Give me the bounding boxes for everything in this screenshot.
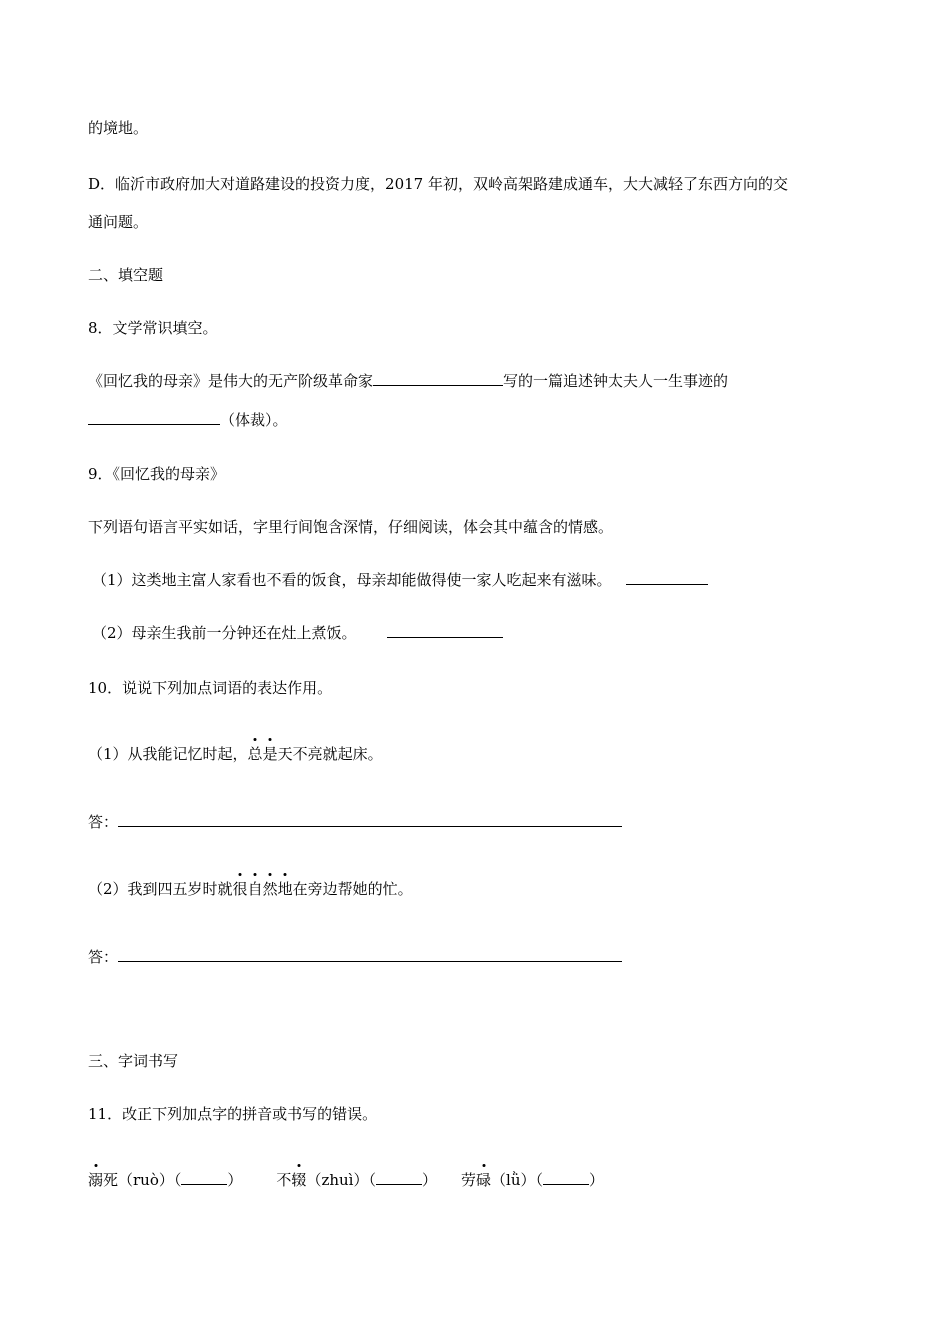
genre-blank[interactable] xyxy=(88,410,220,425)
q10-item2-text-b: 在旁边帮她的忙。 xyxy=(292,880,413,898)
q11-word2-prefix: 不 xyxy=(276,1171,292,1189)
dotted-char: 碌 xyxy=(476,1171,492,1189)
question-10-answer2 xyxy=(88,947,622,967)
dotted-char: 很 xyxy=(232,880,248,898)
question-9-item2 xyxy=(92,623,503,643)
question-11-items xyxy=(88,1170,604,1190)
section-title-word-writing: 三、字词书写 xyxy=(88,1052,179,1070)
q9-item2-text: （2）母亲生我前一分钟还在灶上煮饭。 xyxy=(92,624,357,642)
q11-word1-blank[interactable] xyxy=(181,1170,227,1185)
close-paren: ） xyxy=(588,1171,604,1189)
question-8-line2 xyxy=(88,410,288,430)
q9-item1-blank[interactable] xyxy=(626,570,708,585)
dotted-char: 溺 xyxy=(88,1171,104,1189)
q11-word2-blank[interactable] xyxy=(376,1170,422,1185)
q9-item1-text: （1）这类地主富人家看也不看的饭食，母亲却能做得使一家人吃起来有滋味。 xyxy=(92,571,612,589)
q11-word1-text: 死（ruò）（ xyxy=(103,1171,182,1189)
question-9-title: 9．《回忆我的母亲》 xyxy=(88,465,226,483)
question-9-item1 xyxy=(92,570,708,590)
dotted-char: 自 xyxy=(247,880,263,898)
q10-item1-text-b: 天不亮就起床。 xyxy=(277,745,383,763)
dotted-char: 辍 xyxy=(291,1171,307,1189)
dotted-char: 总 xyxy=(247,745,263,763)
q11-word3-text: （lǜ）（ xyxy=(491,1171,543,1189)
q9-item2-blank[interactable] xyxy=(387,623,503,638)
q8-text-c: （体裁）。 xyxy=(220,411,288,429)
question-8-title: 8．文学常识填空。 xyxy=(88,319,218,337)
dotted-char: 地 xyxy=(277,880,293,898)
q11-word3-blank[interactable] xyxy=(543,1170,589,1185)
question-10-item2 xyxy=(88,879,413,899)
question-8-line1 xyxy=(88,371,728,391)
q10-item1-text-a: （1）从我能记忆时起， xyxy=(88,745,248,763)
author-blank[interactable] xyxy=(373,371,503,386)
q8-text-a: 《回忆我的母亲》是伟大的无产阶级革命家 xyxy=(88,372,374,390)
answer-label: 答： xyxy=(88,948,119,966)
close-paren: ） xyxy=(421,1171,437,1189)
answer1-blank[interactable] xyxy=(118,812,622,827)
dotted-char: 是 xyxy=(262,745,278,763)
option-d-line2: 通问题。 xyxy=(88,213,149,231)
question-10-title: 10．说说下列加点词语的表达作用。 xyxy=(88,679,333,697)
q11-word3-prefix: 劳 xyxy=(460,1171,476,1189)
option-d-line1: D．临沂市政府加大对道路建设的投资力度，2017 年初，双岭高架路建成通车，大大减轻了东西方向的交 xyxy=(88,175,788,193)
question-10-answer1 xyxy=(88,812,622,832)
section-title-fill-blank: 二、填空题 xyxy=(88,266,164,284)
q10-item2-text-a: （2）我到四五岁时就 xyxy=(88,880,233,898)
dotted-char: 然 xyxy=(262,880,278,898)
answer-label: 答： xyxy=(88,813,119,831)
answer2-blank[interactable] xyxy=(118,947,622,962)
close-paren: ） xyxy=(227,1171,243,1189)
question-9-instruction: 下列语句语言平实如话，字里行间饱含深情，仔细阅读，体会其中蕴含的情感。 xyxy=(88,518,614,536)
q11-word2-text: （zhuì）（ xyxy=(306,1171,376,1189)
question-11-title: 11．改正下列加点字的拼音或书写的错误。 xyxy=(88,1105,378,1123)
q8-text-b: 写的一篇追述钟太夫人一生事迹的 xyxy=(503,372,729,390)
previous-question-tail: 的境地。 xyxy=(88,119,149,137)
question-10-item1 xyxy=(88,744,383,764)
